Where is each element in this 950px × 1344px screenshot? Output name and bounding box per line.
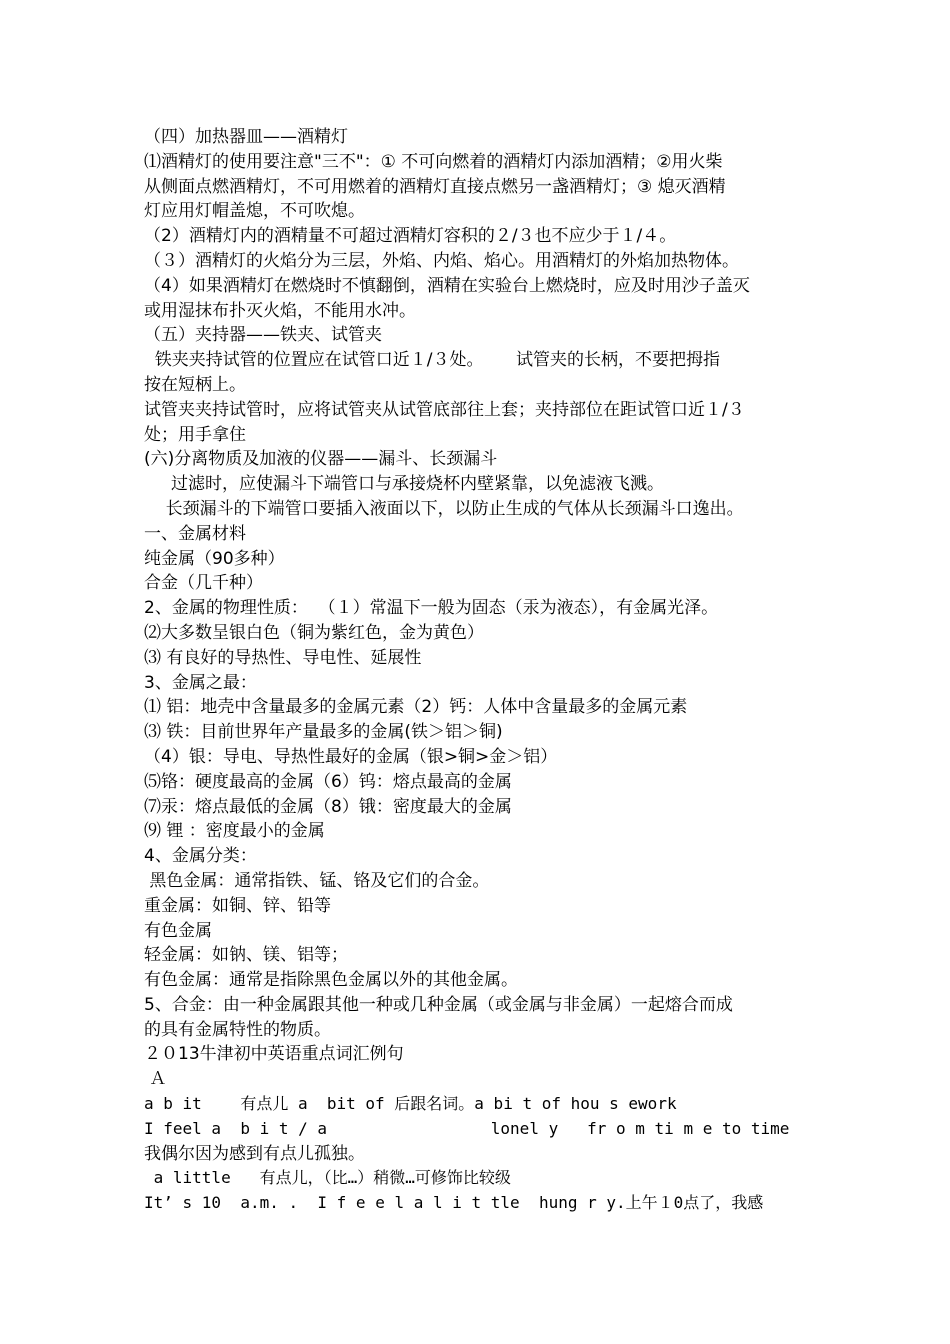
paragraph-line: 从侧面点燃酒精灯，不可用燃着的酒精灯直接点燃另一盏酒精灯；③ 熄灭酒精 [144,176,726,197]
english-example-line: a little 有点儿，（比…）稍微…可修饰比较级 [144,1168,511,1188]
paragraph-line: ⑼ 锂 ：密度最小的金属 [144,821,325,842]
section-heading: 3、金属之最： [144,672,257,693]
paragraph-line: 有色金属：通常是指除黑色金属以外的其他金属。 [144,970,518,991]
paragraph-line: ⑶ 铁：目前世界年产量最多的金属(铁＞铝＞铜) [144,722,503,743]
paragraph-line: Ａ [144,1069,167,1090]
section-heading: （五）夹持器——铁夹、试管夹 [144,325,382,346]
paragraph-line: 灯应用灯帽盖熄，不可吹熄。 [144,201,365,222]
paragraph-line: 长颈漏斗的下端管口要插入液面以下，以防止生成的气体从长颈漏斗口逸出。 [144,498,744,519]
paragraph-line: 合金（几千种） [144,573,263,594]
paragraph-line: （2）酒精灯内的酒精量不可超过酒精灯容积的２/３也不应少于１/４。 [144,226,677,247]
paragraph-line: 试管夹夹持试管时，应将试管夹从试管底部往上套；夹持部位在距试管口近１/３ [144,399,745,420]
document-body [144,125,824,1216]
paragraph-line: 或用湿抹布扑灭火焰，不能用水冲。 [144,300,416,321]
section-heading: (六)分离物质及加液的仪器——漏斗、长颈漏斗 [144,449,498,470]
section-heading: （四）加热器皿——酒精灯 [144,127,348,147]
paragraph-line: 处；用手拿住 [144,424,246,445]
section-heading: ２０13牛津初中英语重点词汇例句 [144,1044,404,1065]
section-heading: 4、金属分类： [144,846,257,867]
english-example-line: I feel a b i t / a lonel y fr o m ti m e to time [144,1118,790,1138]
paragraph-line: 有色金属 [144,920,212,941]
paragraph-line: 的具有金属特性的物质。 [144,1019,331,1040]
paragraph-line: 2、金属的物理性质： （１）常温下一般为固态（汞为液态），有金属光泽。 [144,598,719,619]
section-heading: 一、金属材料 [144,523,246,544]
paragraph-line: 铁夹夹持试管的位置应在试管口近１/３处。 试管夹的长柄，不要把拇指 [144,350,720,371]
paragraph-line: ⑸铬：硬度最高的金属（6）钨：熔点最高的金属 [144,771,512,792]
paragraph-line: ⑵大多数呈银白色（铜为紫红色，金为黄色） [144,622,484,643]
paragraph-line: 重金属：如铜、锌、铅等 [144,895,331,916]
paragraph-line: ⑴酒精灯的使用要注意"三不"：① 不可向燃着的酒精灯内添加酒精；②用火柴 [144,151,723,172]
paragraph-line: 按在短柄上。 [144,374,246,395]
paragraph-line: ⑶ 有良好的导热性、导电性、延展性 [144,647,422,668]
english-example-line: It’ s 10 a.m. . I f e e l a l i t tle hung r y.上午１0点了，我感 [144,1193,764,1213]
paragraph-line: 纯金属（90多种） [144,548,285,569]
english-example-line: a b it 有点儿 a bit of 后跟名词。a bi t of hou s ework [144,1094,677,1114]
paragraph-line: ⑴ 铝：地壳中含量最多的金属元素（2）钙：人体中含量最多的金属元素 [144,697,688,718]
paragraph-line: 过滤时，应使漏斗下端管口与承接烧杯内壁紧靠，以免滤液飞溅。 [144,474,665,495]
paragraph-line: （３）酒精灯的火焰分为三层，外焰、内焰、焰心。用酒精灯的外焰加热物体。 [144,250,739,271]
paragraph-line: ⑺汞：熔点最低的金属（8）锇：密度最大的金属 [144,796,512,817]
paragraph-line: 黑色金属：通常指铁、锰、铬及它们的合金。 [144,870,490,891]
paragraph-line: （4）如果酒精灯在燃烧时不慎翻倒，酒精在实验台上燃烧时，应及时用沙子盖灭 [144,275,750,296]
paragraph-line: 5、合金：由一种金属跟其他一种或几种金属（或金属与非金属）一起熔合而成 [144,994,733,1015]
paragraph-line: （4）银：导电、导热性最好的金属（银>铜>金＞铝） [144,746,558,767]
paragraph-line: 轻金属：如钠、镁、铝等； [144,945,348,966]
paragraph-line: 我偶尔因为感到有点儿孤独。 [144,1143,365,1164]
